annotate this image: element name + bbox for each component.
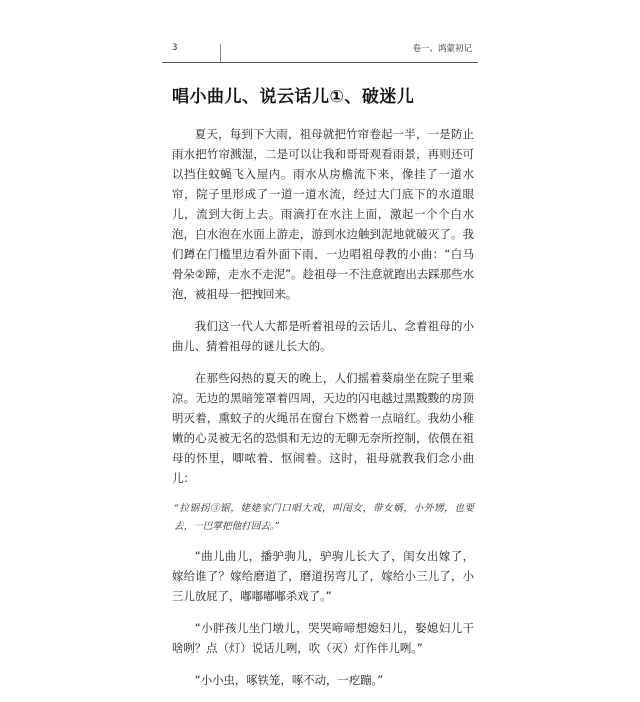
rhyme-paragraph: “曲儿曲儿，播驴驹儿，驴驹儿长大了，闺女出嫁了，嫁给谁了？嫁给磨道了，磨道拐弯儿了，嫁给小三儿了，小三儿放屁了，嘟嘟嘟嘟杀戏了。” bbox=[172, 549, 474, 603]
running-title: 卷一、鸿蒙初记 bbox=[412, 44, 472, 54]
header-rule bbox=[162, 62, 478, 63]
paragraph: 在那些闷热的夏天的晚上，人们摇着葵扇坐在院子里乘凉。无边的黑暗笼罩着四周，天边的闪电越过黑黢黢的房顶明灭着，熏蚊子的火绳吊在窗台下燃着一点暗红。我幼小稚嫩的心灵被无名的恐惧和无边的无聊无奈所控制，依偎在祖母的怀里，唧哝着、怄闹着。这时，祖母就教我们念小曲儿： bbox=[172, 371, 474, 485]
paragraph: 夏天，每到下大雨，祖母就把竹帘卷起一半，一是防止雨水把竹帘溅湿，二是可以让我和哥哥观看雨景，再则还可以挡住蚊蝇飞入屋内。雨水从房檐流下来，像挂了一道水帘，院子里形成了一道一道水流，经过大门底下的水道眼儿，流到大街上去。雨滴打在水注上面，激起一个个白水泡，白水泡在水面上游走，游到水边触到泥地就破灭了。我们蹲在门槛里边看外面下雨，一边唱祖母教的小曲：“白马骨朵②蹄，走水不走泥”。趁祖母一不注意就跑出去踩那些水泡，被祖母一把拽回来。 bbox=[172, 127, 474, 301]
rhyme-paragraph: “小小虫，啄铁笼，啄不动，一疙蹦。” bbox=[194, 673, 384, 687]
rhyme-paragraph: “小胖孩儿坐门墩儿，哭哭啼啼想媳妇儿，娶媳妇儿干啥咧？点（灯）说话儿咧，吹（灭）灯作伴儿咧。” bbox=[172, 621, 474, 655]
body-text bbox=[172, 124, 474, 702]
running-header bbox=[172, 38, 472, 58]
page-number: 3 bbox=[172, 43, 178, 53]
header-divider-tick bbox=[220, 44, 221, 62]
section-title: 唱小曲儿、说云话儿①、破迷儿 bbox=[172, 87, 415, 107]
folk-rhyme-quote: “拉锯拐③锯，姥姥家门口唱大戏，叫闺女，带女婿，小外甥，也要去，一巴掌把他打回去。” bbox=[174, 503, 474, 532]
paragraph: 我们这一代人大都是听着祖母的云话儿、念着祖母的小曲儿、猜着祖母的谜儿长大的。 bbox=[172, 319, 474, 353]
